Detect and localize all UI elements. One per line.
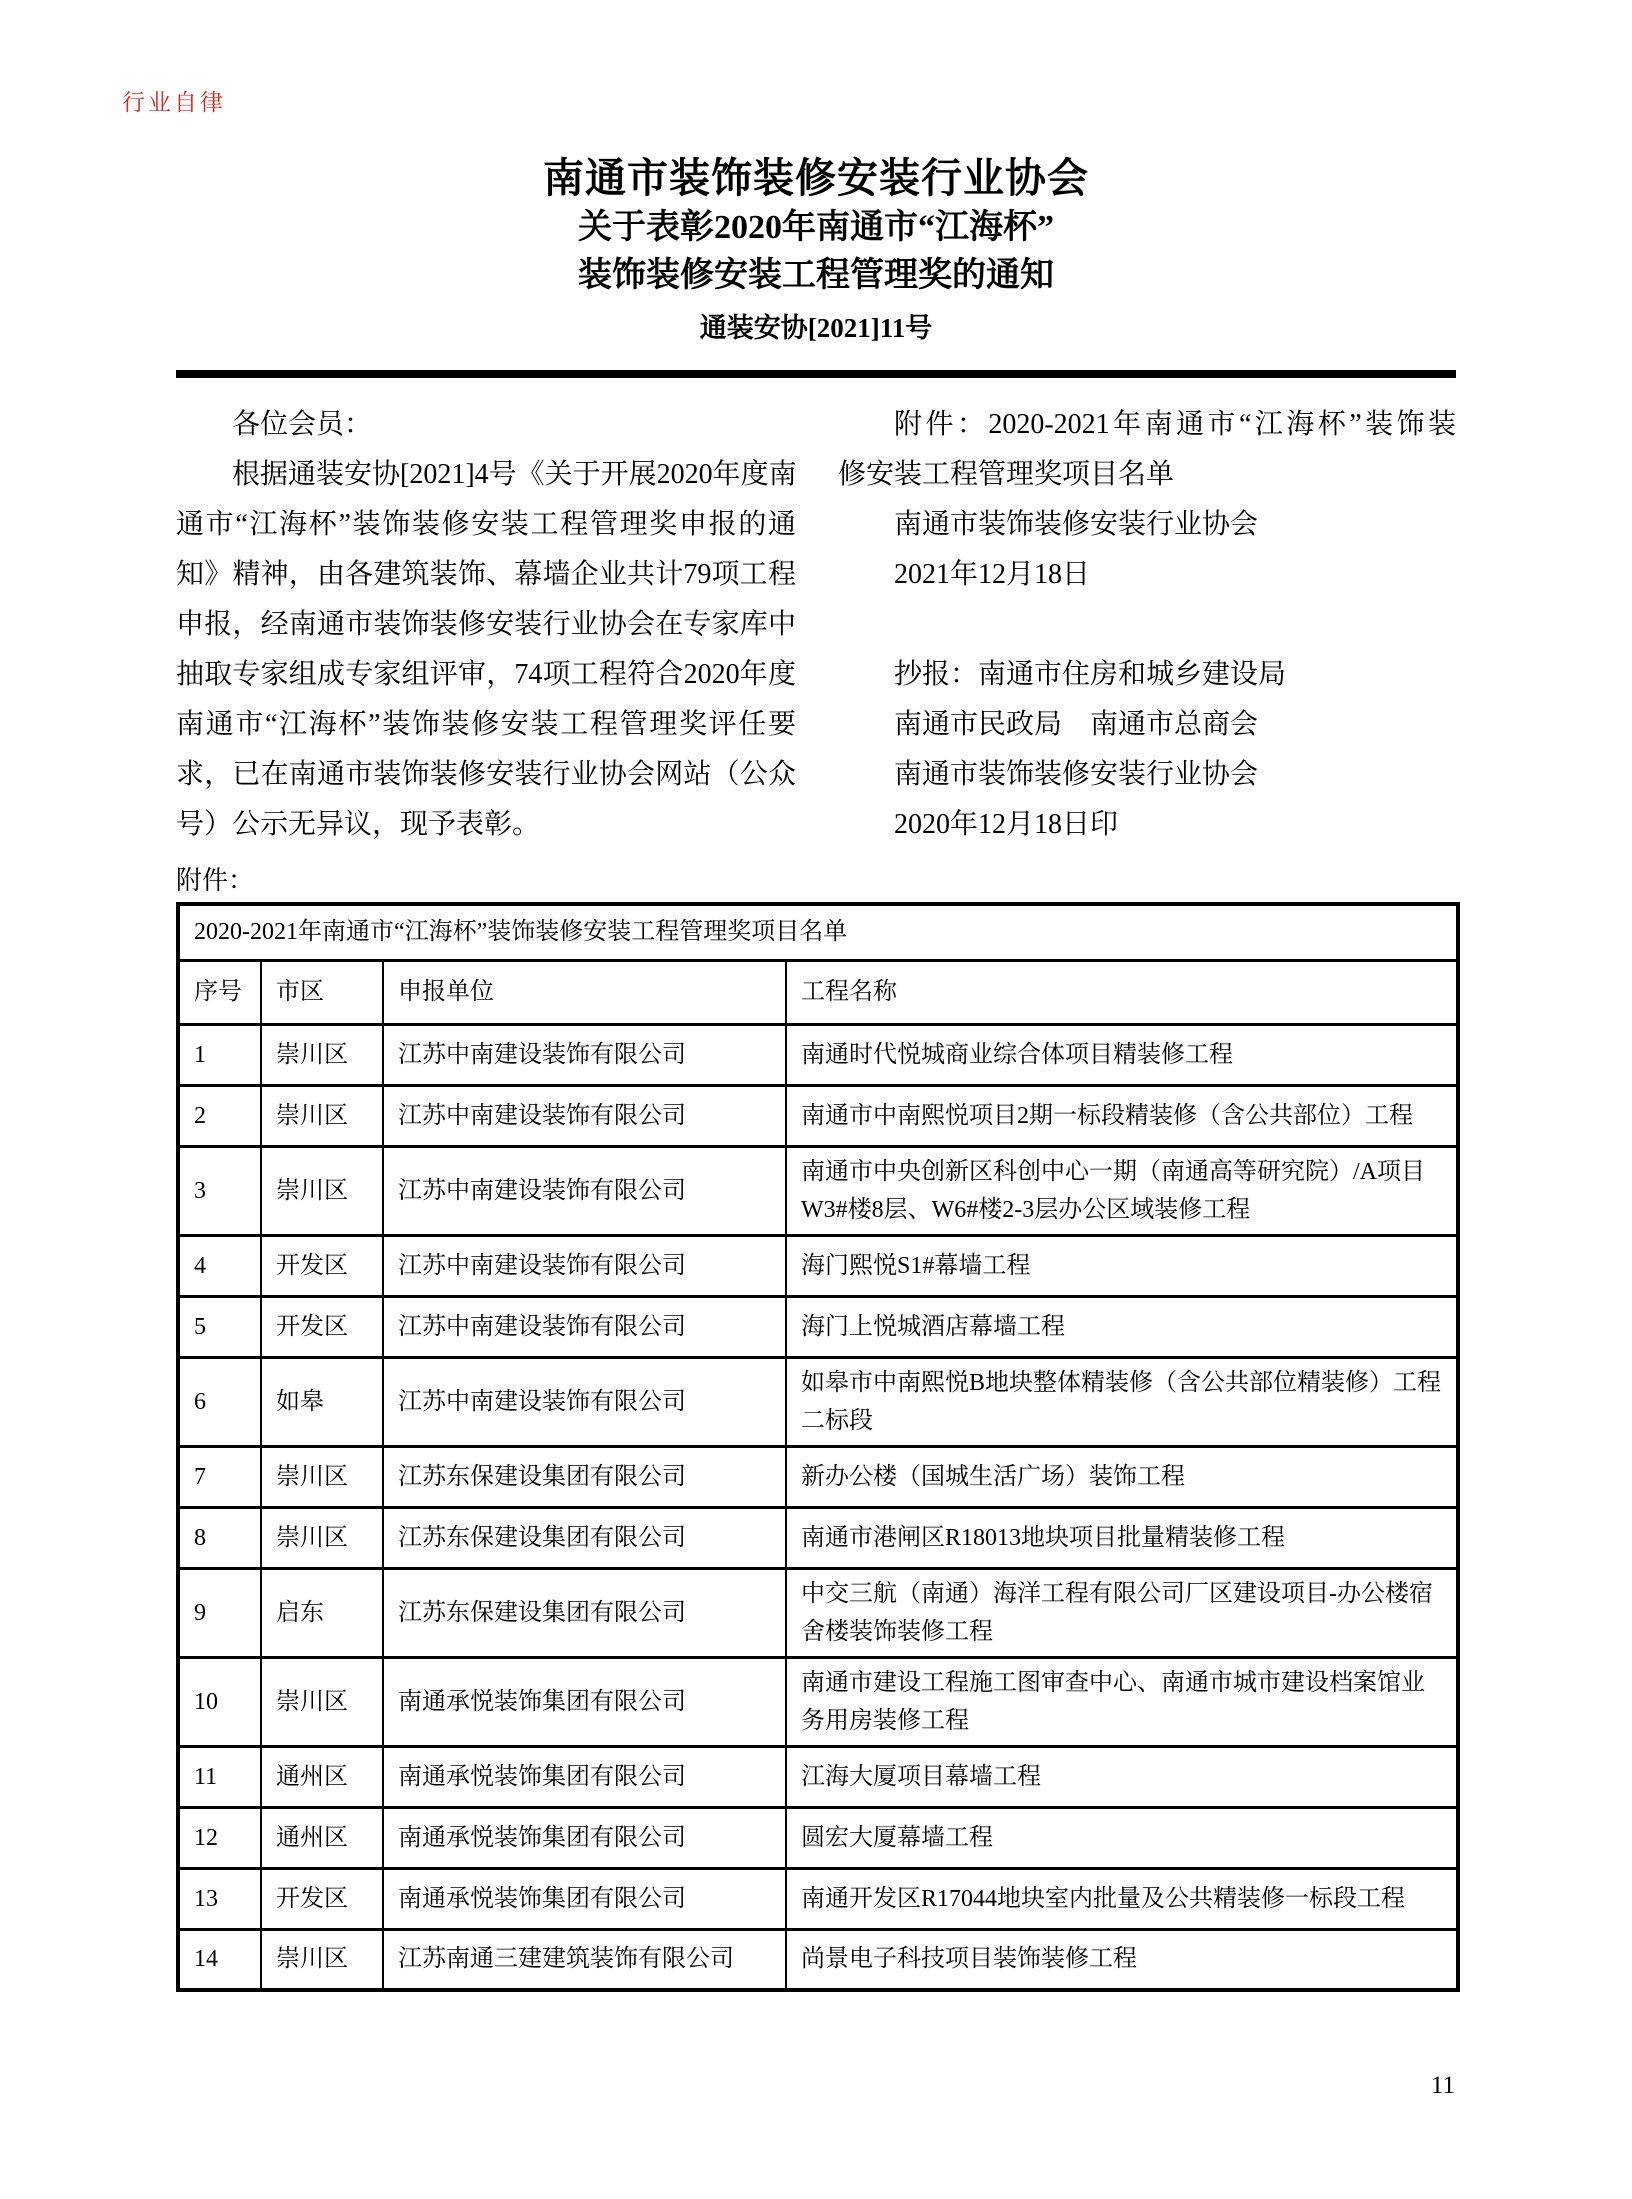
company-cell: 江苏中南建设装饰有限公司 [383, 1357, 786, 1446]
company-cell: 南通承悦装饰集团有限公司 [383, 1807, 786, 1868]
project-cell: 南通时代悦城商业综合体项目精装修工程 [786, 1024, 1458, 1085]
district-cell: 崇川区 [261, 1446, 383, 1507]
company-cell: 江苏中南建设装饰有限公司 [383, 1235, 786, 1296]
table-row [178, 1085, 1458, 1146]
project-cell: 南通开发区R17044地块室内批量及公共精装修一标段工程 [786, 1868, 1458, 1929]
body-text-line: 抽取专家组成专家组评审，74项工程符合2020年度 [176, 659, 796, 690]
table-row [178, 1929, 1458, 1990]
project-cell: 江海大厦项目幕墙工程 [786, 1746, 1458, 1807]
body-text-line: 修安装工程管理奖项目名单 [838, 459, 1175, 490]
project-cell: 南通市中央创新区科创中心一期（南通高等研究院）/A项目W3#楼8层、W6#楼2-3层办公区域装修工程 [786, 1146, 1458, 1235]
company-cell: 江苏中南建设装饰有限公司 [383, 1296, 786, 1357]
column-header: 工程名称 [786, 960, 1458, 1024]
company-cell: 江苏中南建设装饰有限公司 [383, 1146, 786, 1235]
project-cell: 南通市中南熙悦项目2期一标段精装修（含公共部位）工程 [786, 1085, 1458, 1146]
district-cell: 通州区 [261, 1746, 383, 1807]
serial-cell: 9 [178, 1568, 261, 1657]
district-cell: 崇川区 [261, 1024, 383, 1085]
body-text-line: 2021年12月18日 [894, 559, 1091, 590]
company-cell: 南通承悦装饰集团有限公司 [383, 1868, 786, 1929]
table-row [178, 1024, 1458, 1085]
body-columns [176, 378, 1456, 850]
company-cell: 南通承悦装饰集团有限公司 [383, 1657, 786, 1746]
serial-cell: 4 [178, 1235, 261, 1296]
district-cell: 开发区 [261, 1296, 383, 1357]
body-text-line: 南通市装饰装修安装行业协会 [894, 509, 1259, 540]
table-row [178, 1235, 1458, 1296]
district-cell: 如皋 [261, 1357, 383, 1446]
company-cell: 江苏东保建设集团有限公司 [383, 1568, 786, 1657]
serial-cell: 11 [178, 1746, 261, 1807]
table-row [178, 1446, 1458, 1507]
serial-cell: 12 [178, 1807, 261, 1868]
project-cell: 海门熙悦S1#幕墙工程 [786, 1235, 1458, 1296]
serial-cell: 13 [178, 1868, 261, 1929]
company-cell: 江苏中南建设装饰有限公司 [383, 1085, 786, 1146]
body-text-line: 抄报：南通市住房和城乡建设局 [894, 659, 1287, 690]
serial-cell: 5 [178, 1296, 261, 1357]
body-text-line: 南通市民政局 南通市总商会 [894, 709, 1259, 740]
district-cell: 开发区 [261, 1868, 383, 1929]
body-text-line: 南通市“江海杯”装饰装修安装工程管理奖评任要 [176, 709, 796, 740]
column-header: 申报单位 [383, 960, 786, 1024]
notice-title-line2: 装饰装修安装工程管理奖的通知 [578, 257, 1054, 294]
project-cell: 尚景电子科技项目装饰装修工程 [786, 1929, 1458, 1990]
table-row [178, 1568, 1458, 1657]
project-cell: 南通市港闸区R18013地块项目批量精装修工程 [786, 1507, 1458, 1568]
column-header: 市区 [261, 960, 383, 1024]
table-row [178, 1657, 1458, 1746]
company-cell: 江苏中南建设装饰有限公司 [383, 1024, 786, 1085]
company-cell: 江苏东保建设集团有限公司 [383, 1507, 786, 1568]
table-row [178, 1807, 1458, 1868]
district-cell: 通州区 [261, 1807, 383, 1868]
category-label: 行业自律 [122, 90, 226, 115]
district-cell: 崇川区 [261, 1507, 383, 1568]
serial-cell: 7 [178, 1446, 261, 1507]
serial-cell: 14 [178, 1929, 261, 1990]
attachment-label: 附件： [176, 866, 255, 895]
notice-title-line1: 关于表彰2020年南通市“江海杯” [578, 209, 1054, 246]
district-cell: 崇川区 [261, 1929, 383, 1990]
body-text-line: 南通市装饰装修安装行业协会 [894, 759, 1259, 790]
body-text-line: 2020年12月18日印 [894, 809, 1119, 840]
table-title-row [178, 904, 1458, 960]
company-cell: 江苏东保建设集团有限公司 [383, 1446, 786, 1507]
page-number: 11 [1430, 2072, 1455, 2099]
district-cell: 崇川区 [261, 1657, 383, 1746]
project-cell: 南通市建设工程施工图审查中心、南通市城市建设档案馆业务用房装修工程 [786, 1657, 1458, 1746]
body-text-line: 申报，经南通市装饰装修安装行业协会在专家库中 [176, 609, 796, 640]
company-cell: 南通承悦装饰集团有限公司 [383, 1746, 786, 1807]
body-text-line [838, 600, 1456, 650]
table-row [178, 1746, 1458, 1807]
table-row [178, 1357, 1458, 1446]
body-text-line: 根据通装安协[2021]4号《关于开展2020年度南 [232, 459, 797, 490]
table-header-row [178, 960, 1458, 1024]
serial-cell: 1 [178, 1024, 261, 1085]
table-row [178, 1146, 1458, 1235]
table-title: 2020-2021年南通市“江海杯”装饰装修安装工程管理奖项目名单 [178, 904, 1458, 960]
doc-number: 通装安协[2021]11号 [699, 313, 933, 343]
award-table [176, 902, 1460, 1992]
district-cell: 崇川区 [261, 1146, 383, 1235]
serial-cell: 8 [178, 1507, 261, 1568]
project-cell: 中交三航（南通）海洋工程有限公司厂区建设项目-办公楼宿舍楼装饰装修工程 [786, 1568, 1458, 1657]
district-cell: 崇川区 [261, 1085, 383, 1146]
project-cell: 如皋市中南熙悦B地块整体精装修（含公共部位精装修）工程二标段 [786, 1357, 1458, 1446]
org-title: 南通市装饰装修安装行业协会 [543, 155, 1089, 201]
serial-cell: 2 [178, 1085, 261, 1146]
right-column [838, 400, 1456, 850]
body-text-line: 知》精神，由各建筑装饰、幕墙企业共计79项工程 [176, 559, 796, 590]
left-column [176, 400, 796, 850]
body-text-line: 附件：2020-2021年南通市“江海杯”装饰装 [894, 409, 1456, 440]
serial-cell: 6 [178, 1357, 261, 1446]
district-cell: 开发区 [261, 1235, 383, 1296]
body-text-line: 号）公示无异议，现予表彰。 [176, 809, 541, 840]
header-divider [176, 370, 1456, 378]
serial-cell: 10 [178, 1657, 261, 1746]
district-cell: 启东 [261, 1568, 383, 1657]
document-header [0, 0, 1632, 348]
column-header: 序号 [178, 960, 261, 1024]
table-row [178, 1868, 1458, 1929]
project-cell: 圆宏大厦幕墙工程 [786, 1807, 1458, 1868]
body-text-line: 各位会员： [232, 409, 373, 440]
project-cell: 新办公楼（国城生活广场）装饰工程 [786, 1446, 1458, 1507]
company-cell: 江苏南通三建建筑装饰有限公司 [383, 1929, 786, 1990]
project-cell: 海门上悦城酒店幕墙工程 [786, 1296, 1458, 1357]
table-row [178, 1507, 1458, 1568]
body-text-line: 通市“江海杯”装饰装修安装工程管理奖申报的通 [176, 509, 796, 540]
serial-cell: 3 [178, 1146, 261, 1235]
table-row [178, 1296, 1458, 1357]
body-text-line: 求，已在南通市装饰装修安装行业协会网站（公众 [176, 759, 796, 790]
